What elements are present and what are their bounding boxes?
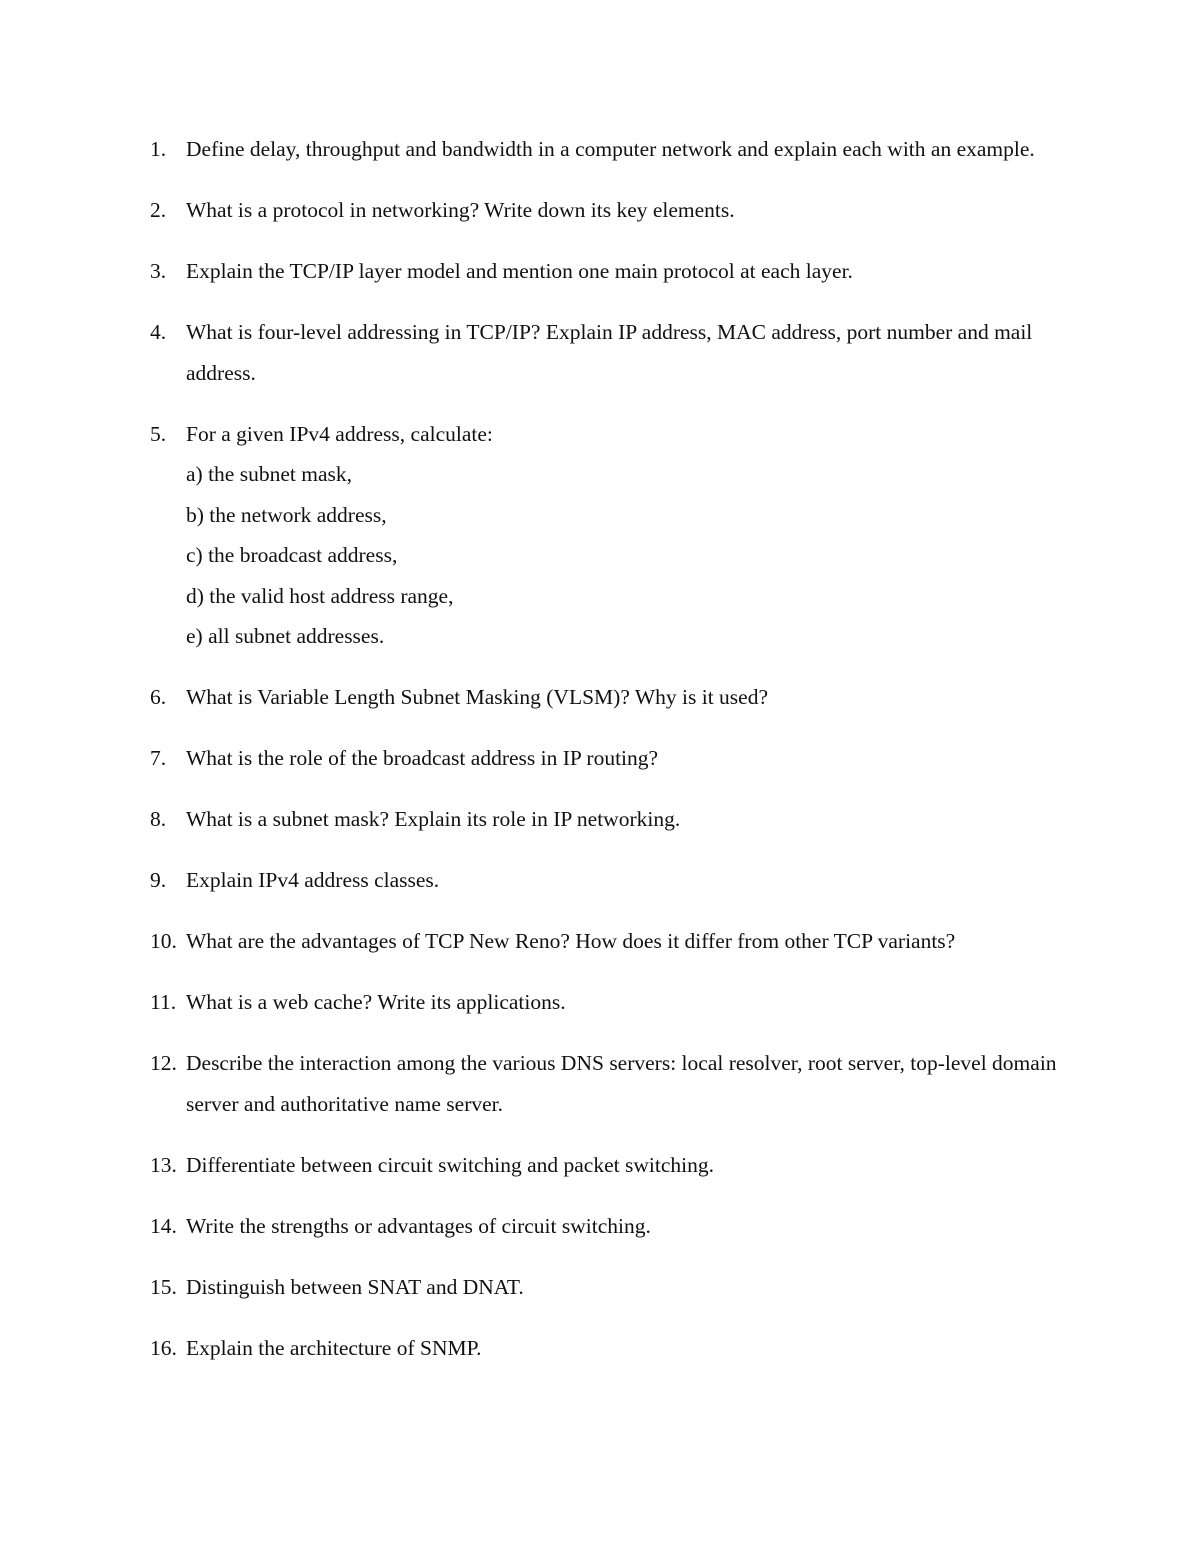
question-number: 8. — [150, 807, 167, 831]
question-text: Distinguish between SNAT and DNAT. — [186, 1274, 524, 1299]
question-text: What are the advantages of TCP New Reno? How does it differ from other TCP variants? — [186, 929, 956, 953]
question-number: 15. — [150, 1274, 177, 1299]
question-number: 10. — [150, 929, 177, 953]
question-number: 12. — [150, 1051, 177, 1075]
question-item-10 — [150, 921, 1080, 962]
question-item-12 — [150, 1043, 1080, 1124]
question-item-14 — [150, 1206, 1080, 1247]
question-item-7 — [150, 738, 1080, 779]
question-text: Explain the TCP/IP layer model and mention one main protocol at each layer. — [186, 259, 853, 283]
question-text: What is a web cache? Write its applications. — [186, 990, 566, 1014]
question-text: What is a subnet mask? Explain its role in IP networking. — [186, 807, 681, 831]
sub-question-e: e) all subnet addresses. — [186, 624, 385, 648]
question-item-11 — [150, 982, 1080, 1023]
question-number: 4. — [150, 320, 167, 344]
question-number: 6. — [150, 685, 167, 709]
question-number: 13. — [150, 1152, 177, 1177]
question-item-1 — [150, 129, 1080, 170]
question-text: What is Variable Length Subnet Masking (VLSM)? Why is it used? — [186, 685, 769, 709]
question-text: Explain IPv4 address classes. — [186, 868, 440, 892]
question-text: What is a protocol in networking? Write down its key elements. — [186, 198, 735, 222]
question-text: Write the strengths or advantages of circuit switching. — [186, 1213, 651, 1238]
question-number: 11. — [150, 990, 177, 1014]
question-item-8 — [150, 799, 1080, 840]
question-item-5 — [150, 414, 1080, 657]
question-item-15 — [150, 1267, 1080, 1308]
question-item-2 — [150, 190, 1080, 231]
sub-question-b: b) the network address, — [186, 502, 387, 527]
question-text: For a given IPv4 address, calculate: — [186, 421, 493, 446]
question-number: 2. — [150, 198, 167, 222]
question-number: 9. — [150, 868, 167, 892]
question-text: Describe the interaction among the various DNS servers: local resolver, root server, top-level domain server and authoritative name server. — [186, 1051, 1057, 1116]
sub-question-a: a) the subnet mask, — [186, 462, 352, 486]
question-list — [150, 129, 1080, 1389]
question-text: What is the role of the broadcast address in IP routing? — [186, 746, 659, 770]
question-number: 16. — [150, 1335, 177, 1360]
question-item-16 — [150, 1328, 1080, 1369]
sub-question-c: c) the broadcast address, — [186, 543, 398, 567]
question-text: What is four-level addressing in TCP/IP? Explain IP address, MAC address, port number and mail address. — [186, 320, 1033, 385]
question-number: 14. — [150, 1213, 177, 1238]
sub-question-list — [186, 454, 1080, 657]
sub-question-d: d) the valid host address range, — [186, 583, 454, 608]
question-text: Explain the architecture of SNMP. — [186, 1335, 482, 1360]
question-text: Define delay, throughput and bandwidth in a computer network and explain each with an example. — [186, 137, 1035, 161]
question-item-3 — [150, 251, 1080, 292]
question-number: 5. — [150, 421, 167, 446]
question-item-4 — [150, 312, 1080, 393]
question-number: 1. — [150, 137, 167, 161]
question-number: 7. — [150, 746, 167, 770]
question-text: Differentiate between circuit switching and packet switching. — [186, 1152, 714, 1177]
question-item-6 — [150, 677, 1080, 718]
question-number: 3. — [150, 259, 167, 283]
question-item-13 — [150, 1145, 1080, 1186]
question-item-9 — [150, 860, 1080, 901]
